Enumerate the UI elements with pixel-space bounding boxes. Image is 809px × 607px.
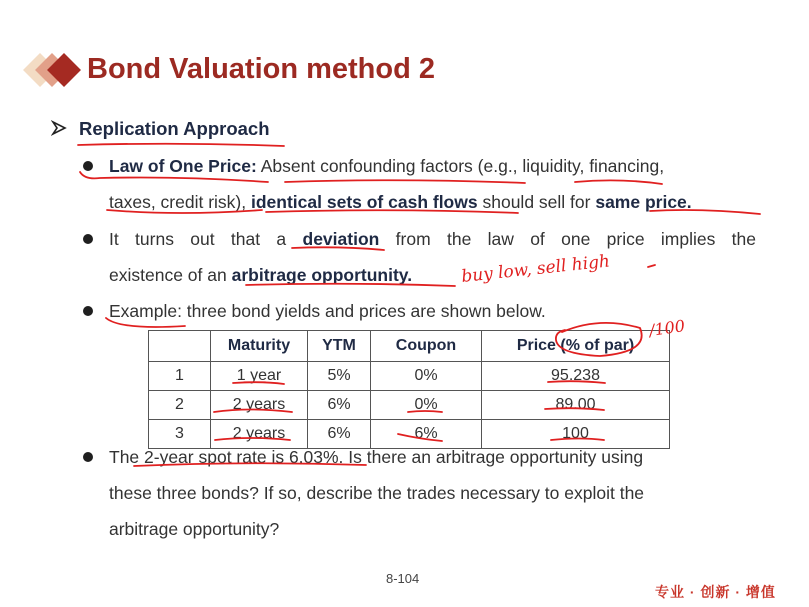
- law-text-2a: taxes, credit risk),: [109, 192, 247, 212]
- cell: 0%: [371, 391, 482, 420]
- deviation-text-a: It turns out that a: [109, 229, 287, 249]
- cell: 3: [149, 420, 211, 449]
- cell: 95.238: [482, 362, 670, 391]
- bullet-dot: [83, 234, 93, 244]
- page-title: Bond Valuation method 2: [87, 53, 436, 85]
- table-row: [149, 391, 670, 420]
- law-text-1: Absent confounding factors (e.g., liquidity, financing,: [260, 156, 665, 176]
- page-number: 8-104: [386, 571, 420, 586]
- header-index: [149, 331, 211, 362]
- diamond-logo-icon: [20, 52, 82, 88]
- deviation-bold: deviation: [302, 229, 380, 249]
- cell: 89.00: [482, 391, 670, 420]
- law-label: Law of One Price:: [109, 156, 257, 176]
- table-row: [149, 362, 670, 391]
- bullet-example: Example: three bond yields and prices are shown below.: [109, 301, 546, 321]
- bullet-deviation: [109, 221, 756, 293]
- section-heading: Replication Approach: [79, 118, 270, 139]
- law-text-2b: should sell for: [482, 192, 591, 212]
- brand-slogan: 专业 · 创新 · 增值: [655, 584, 776, 600]
- cell: 100: [482, 420, 670, 449]
- deviation-text-b: from the law of one price implies the: [395, 229, 756, 249]
- arrow-bullet-icon: [51, 120, 67, 136]
- bond-table: [148, 330, 670, 449]
- table-header-row: [149, 331, 670, 362]
- cell: 6%: [371, 420, 482, 449]
- question-line-1: The 2-year spot rate is 6.03%. Is there an arbitrage opportunity using: [109, 447, 644, 467]
- law-bold-sameprice: same price.: [595, 192, 692, 212]
- cell: 2 years: [211, 420, 308, 449]
- ink-underline: [78, 144, 284, 146]
- bullet-dot: [83, 452, 93, 462]
- ink-note-hundred: /100: [647, 316, 687, 340]
- header-ytm: YTM: [308, 331, 371, 362]
- bullet-dot: [83, 161, 93, 171]
- cell: 2: [149, 391, 211, 420]
- law-bold-cashflows: identical sets of cash flows: [251, 192, 478, 212]
- header-coupon: Coupon: [371, 331, 482, 362]
- cell: 1 year: [211, 362, 308, 391]
- ink-note-buy-sell: buy low, sell high: [460, 251, 611, 287]
- bullet-dot: [83, 306, 93, 316]
- cell: 1: [149, 362, 211, 391]
- cell: 0%: [371, 362, 482, 391]
- cell: 6%: [308, 391, 371, 420]
- bullet-question: [109, 439, 644, 547]
- arbitrage-text: existence of an: [109, 265, 227, 285]
- arbitrage-bold: arbitrage opportunity.: [231, 265, 413, 285]
- header-maturity: Maturity: [211, 331, 308, 362]
- header-price: Price (% of par): [482, 331, 670, 362]
- bullet-law-of-one-price: [109, 148, 692, 220]
- cell: 5%: [308, 362, 371, 391]
- question-line-2: these three bonds? If so, describe the trades necessary to exploit the: [109, 483, 645, 503]
- cell: 6%: [308, 420, 371, 449]
- cell: 2 years: [211, 391, 308, 420]
- question-line-3: arbitrage opportunity?: [109, 519, 280, 539]
